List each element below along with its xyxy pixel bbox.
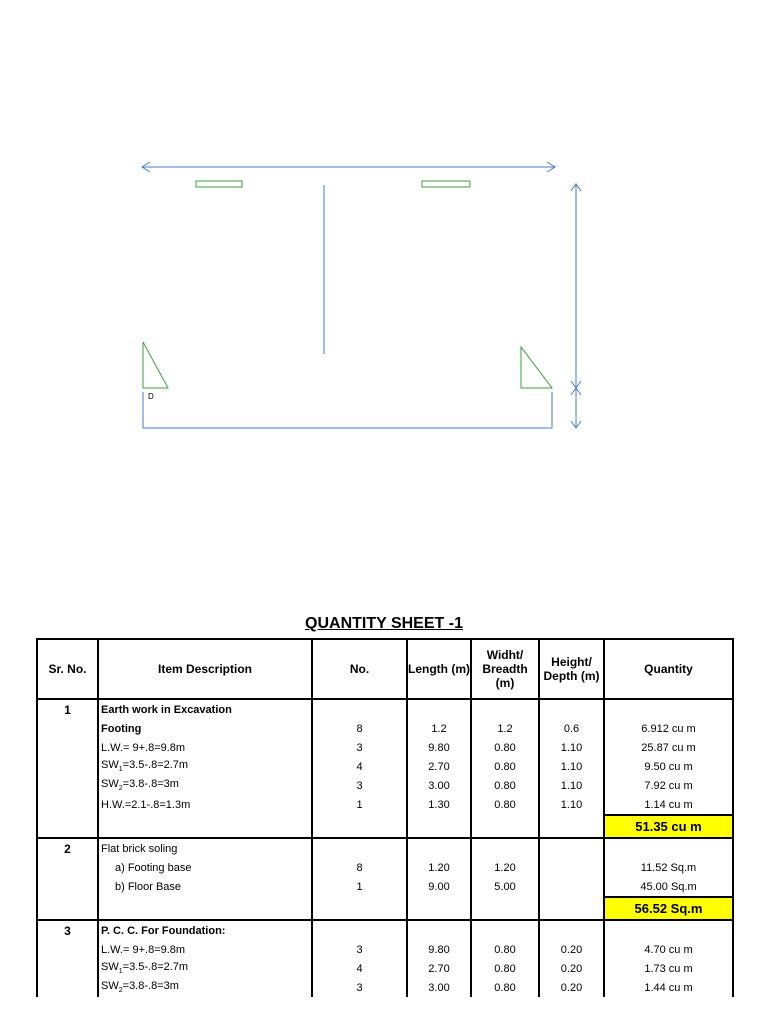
header-sr-no: Sr. No. [37,639,98,699]
sr-no-cell: 3 [37,920,98,940]
table-row [37,719,733,738]
empty-cell [37,738,98,757]
quantity-cell: 6.912 cu m [604,719,733,738]
item-description-cell: H.W.=2.1-.8=1.3m [98,795,312,815]
height-cell [539,858,604,877]
empty-cell [37,776,98,795]
item-section-2 [37,838,733,920]
sr-no-cell: 2 [37,838,98,858]
empty-cell [539,897,604,920]
total-quantity: 51.35 cu m [604,815,733,838]
height-cell: 1.10 [539,738,604,757]
item-description-cell: $SW_1=3.5-.8=2.7m$ [98,757,312,776]
empty-cell [471,897,539,920]
door-swing-right [521,347,552,388]
no-cell: 8 [312,719,407,738]
width-cell: 0.80 [471,940,539,959]
quantity-cell: 4.70 cu m [604,940,733,959]
empty-cell [539,815,604,838]
width-cell: 0.80 [471,776,539,795]
quantity-cell: 7.92 cu m [604,776,733,795]
empty-cell [407,920,471,940]
empty-cell [37,757,98,776]
total-quantity: 56.52 Sq.m [604,897,733,920]
table-header-row [37,639,733,699]
empty-cell [312,920,407,940]
empty-cell [37,940,98,959]
width-cell: 0.80 [471,795,539,815]
quantity-cell: 1.73 cu m [604,959,733,978]
table-row [37,776,733,795]
width-cell: 1.20 [471,858,539,877]
empty-cell [37,978,98,997]
width-cell: 0.80 [471,757,539,776]
quantity-table [36,638,734,997]
length-cell: 9.80 [407,940,471,959]
sheet-title: QUANTITY SHEET -1 [305,615,463,632]
length-cell: 1.2 [407,719,471,738]
empty-cell [471,815,539,838]
quantity-cell: 1.14 cu m [604,795,733,815]
header-length: Length (m) [407,639,471,699]
no-cell: 3 [312,776,407,795]
width-cell: 5.00 [471,877,539,897]
item-title: Flat brick soling [98,838,312,858]
floor-outline [143,392,552,428]
length-cell: 1.20 [407,858,471,877]
item-description-cell: a) Footing base [98,858,312,877]
length-cell: 1.30 [407,795,471,815]
empty-cell [407,897,471,920]
total-row [37,815,733,838]
height-cell: 1.10 [539,757,604,776]
width-cell: 0.80 [471,978,539,997]
window-right [422,181,470,187]
item-description-cell: b) Floor Base [98,877,312,897]
door-swing-left [143,342,168,388]
table-row [37,795,733,815]
item-title-row [37,920,733,940]
empty-cell [37,897,98,920]
height-cell: 0.6 [539,719,604,738]
item-section-3 [37,920,733,997]
empty-cell [312,699,407,719]
quantity-cell: 45.00 Sq.m [604,877,733,897]
empty-cell [604,920,733,940]
table-row [37,858,733,877]
table-row [37,940,733,959]
item-title: Earth work in Excavation [98,699,312,719]
no-cell: 1 [312,795,407,815]
empty-cell [539,699,604,719]
header-item-description: Item Description [98,639,312,699]
empty-cell [407,815,471,838]
width-cell: 0.80 [471,738,539,757]
empty-cell [98,897,312,920]
quantity-cell: 9.50 cu m [604,757,733,776]
item-title-row [37,699,733,719]
quantity-cell: 11.52 Sq.m [604,858,733,877]
height-cell: 1.10 [539,795,604,815]
item-description-cell: $SW_1=3.5-.8=2.7m$ [98,959,312,978]
no-cell: 3 [312,978,407,997]
door-label: D [148,392,154,401]
width-cell: 1.2 [471,719,539,738]
item-description-cell: L.W.= 9+.8=9.8m [98,940,312,959]
table-row [37,877,733,897]
item-section-1 [37,699,733,838]
empty-cell [37,719,98,738]
empty-cell [312,815,407,838]
item-description-cell: $SW_2=3.8-.8=3m$ [98,978,312,997]
empty-cell [539,920,604,940]
item-description-cell: Footing [98,719,312,738]
header-width: Widht/ Breadth (m) [471,639,539,699]
empty-cell [37,795,98,815]
quantity-cell: 1.44 cu m [604,978,733,997]
empty-cell [471,838,539,858]
length-cell: 9.80 [407,738,471,757]
height-cell [539,877,604,897]
table-row [37,757,733,776]
height-cell: 0.20 [539,940,604,959]
sr-no-cell: 1 [37,699,98,719]
no-cell: 1 [312,877,407,897]
item-title-row [37,838,733,858]
header-no: No. [312,639,407,699]
no-cell: 8 [312,858,407,877]
empty-cell [98,815,312,838]
table-row [37,959,733,978]
item-description-cell: L.W.= 9+.8=9.8m [98,738,312,757]
height-cell: 1.10 [539,776,604,795]
window-left [196,181,242,187]
empty-cell [37,815,98,838]
total-row [37,897,733,920]
width-cell: 0.80 [471,959,539,978]
no-cell: 3 [312,940,407,959]
length-cell: 2.70 [407,757,471,776]
item-description-cell: $SW_2=3.8-.8=3m$ [98,776,312,795]
item-title: P. C. C. For Foundation: [98,920,312,940]
quantity-cell: 25.87 cu m [604,738,733,757]
length-cell: 3.00 [407,776,471,795]
empty-cell [312,897,407,920]
empty-cell [37,959,98,978]
height-cell: 0.20 [539,978,604,997]
empty-cell [604,699,733,719]
header-height: Height/ Depth (m) [539,639,604,699]
length-cell: 3.00 [407,978,471,997]
header-quantity: Quantity [604,639,733,699]
empty-cell [539,838,604,858]
empty-cell [37,877,98,897]
empty-cell [407,699,471,719]
empty-cell [37,858,98,877]
height-cell: 0.20 [539,959,604,978]
empty-cell [604,838,733,858]
length-cell: 2.70 [407,959,471,978]
no-cell: 4 [312,757,407,776]
table-row [37,738,733,757]
length-cell: 9.00 [407,877,471,897]
table-row [37,978,733,997]
empty-cell [312,838,407,858]
no-cell: 4 [312,959,407,978]
empty-cell [471,920,539,940]
empty-cell [407,838,471,858]
no-cell: 3 [312,738,407,757]
empty-cell [471,699,539,719]
